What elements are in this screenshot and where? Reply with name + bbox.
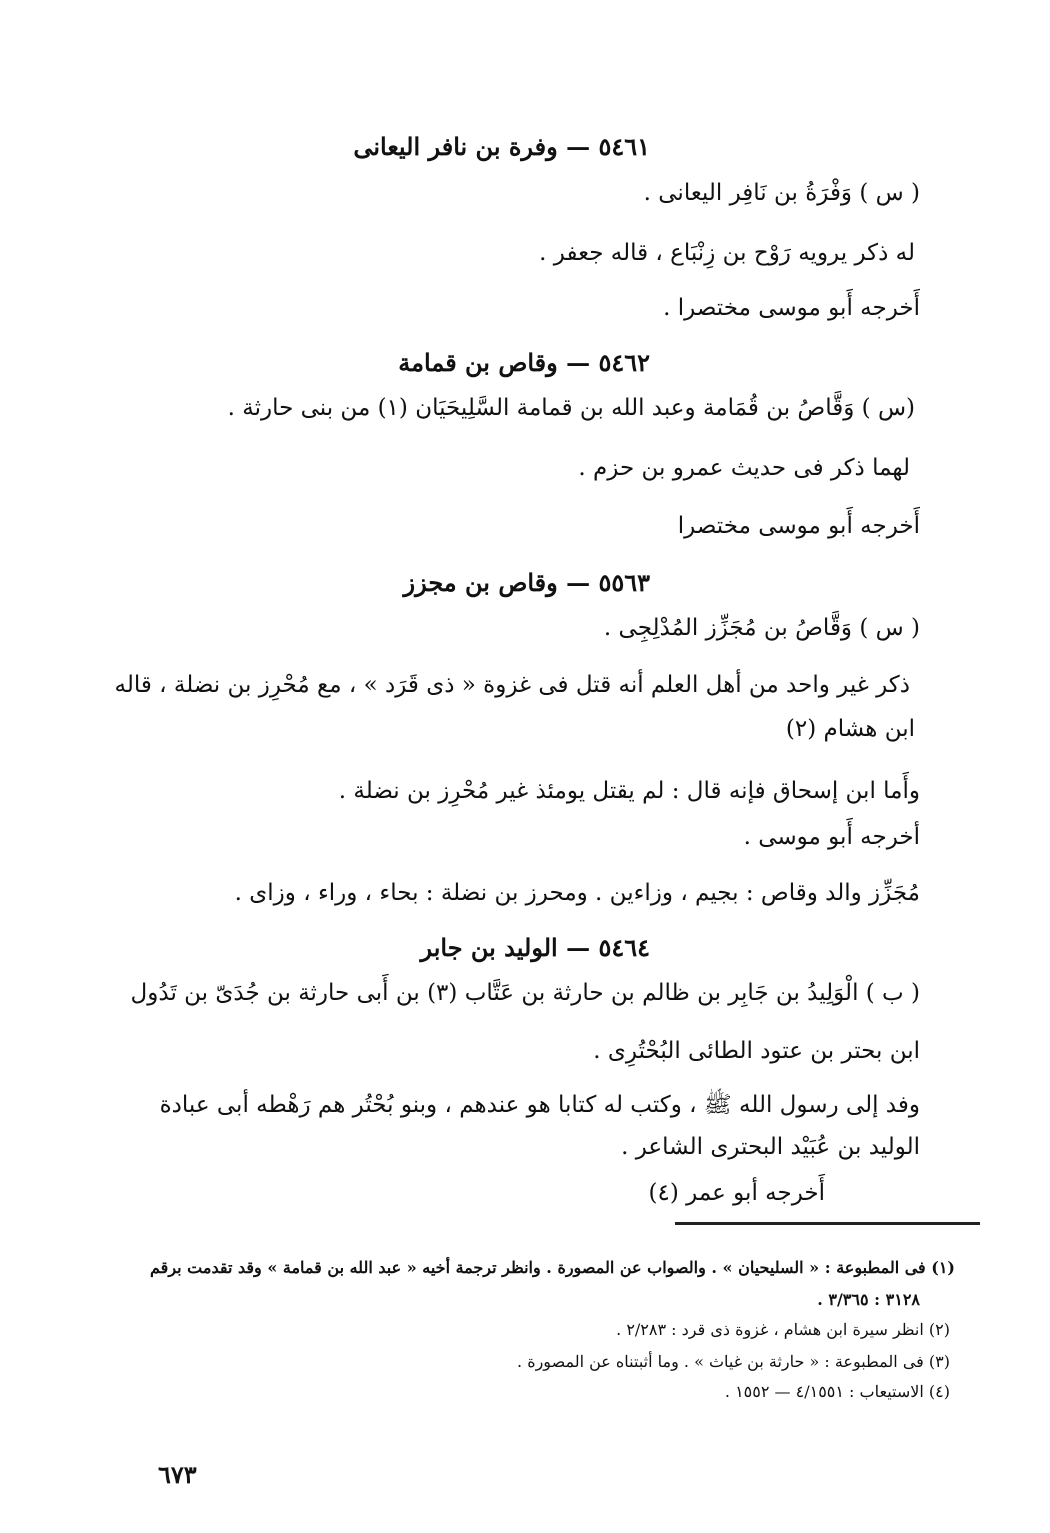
entry-line: له ذكر يرويه رَوْح بن زِنْبَاع ، قاله جعفر . (539, 240, 915, 266)
entry-line: وفد إلى رسول الله ﷺ ، وكتب له كتابا هو عندهم ، وبنو بُحْتُر هم رَهْطه أبى عبادة (159, 1092, 920, 1118)
entry-line: ابن بحتر بن عتود الطائى البُحْتُرِى . (593, 1038, 920, 1064)
footnote-rule (675, 1222, 980, 1225)
entry-line: ( س ) وَقَّاصُ بن مُجَزِّز المُدْلِجِى . (603, 615, 920, 641)
entry-line: لهما ذكر فى حديث عمرو بن حزم . (578, 455, 910, 481)
footnote: (٢) انظر سيرة ابن هشام ، غزوة ذى قرد : ٢/٢٨٣ . (616, 1320, 950, 1339)
entry-heading: ٥٤٦٤ — الوليد بن جابر (420, 933, 650, 962)
footnote: (١) فى المطبوعة : « السليحيان » . والصواب عن المصورة . وانظر ترجمة أخيه « عبد الله بن قمامة » وقد تقدمت برقم (150, 1258, 955, 1277)
entry-heading: ٥٤٦١ — وفرة بن نافر اليعانى (353, 132, 650, 161)
footnote: (٤) الاستيعاب : ٤/١٥٥١ — ١٥٥٢ . (724, 1382, 950, 1401)
entry-heading: ٥٤٦٢ — وقاص بن قمامة (398, 348, 650, 377)
entry-line: أَخرجه أَبو موسى مختصرا (677, 513, 920, 539)
footnote: ٣١٢٨ : ٣/٣٦٥ . (817, 1290, 920, 1309)
entry-heading: ٥٥٦٣ — وقاص بن مجزز (403, 568, 650, 597)
entry-line: ( س ) وَفْرَةُ بن نَافِر اليعانى . (643, 180, 920, 206)
entry-line: أَخرجه أَبو موسى مختصرا . (663, 295, 920, 321)
entry-line: وأَما ابن إسحاق فإنه قال : لم يقتل يومئذ غير مُحْرِز بن نضلة . (338, 778, 920, 804)
entry-line: أَخرجه أبو عمر (٤) (648, 1180, 825, 1206)
entry-line: ( ب ) الْوَلِيدُ بن جَابِر بن ظالم بن حارثة بن عَتَّاب (٣) بن أَبى حارثة بن جُدَىّ بن تَدُول (130, 980, 920, 1006)
entry-line: (س ) وَقَّاصُ بن قُمَامة وعبد الله بن قمامة السَّلِيحَيَان (١) من بنى حارثة . (227, 395, 915, 421)
page-number: ٦٧٣ (158, 1460, 197, 1489)
entry-line: مُجَزِّز والد وقاص : بجيم ، وزاءين . ومحرز بن نضلة : بحاء ، وراء ، وزاى . (234, 880, 920, 906)
entry-line: ذكر غير واحد من أهل العلم أنه قتل فى غزوة « ذى قَرَد » ، مع مُحْرِز بن نضلة ، قاله (114, 672, 910, 698)
entry-line: ابن هشام (٢) (785, 716, 915, 742)
entry-line: الوليد بن عُبَيْد البحترى الشاعر . (621, 1134, 920, 1160)
footnote: (٣) فى المطبوعة : « حارثة بن غياث » . وما أثبتناه عن المصورة . (517, 1352, 950, 1371)
entry-line: أخرجه أَبو موسى . (743, 824, 920, 850)
